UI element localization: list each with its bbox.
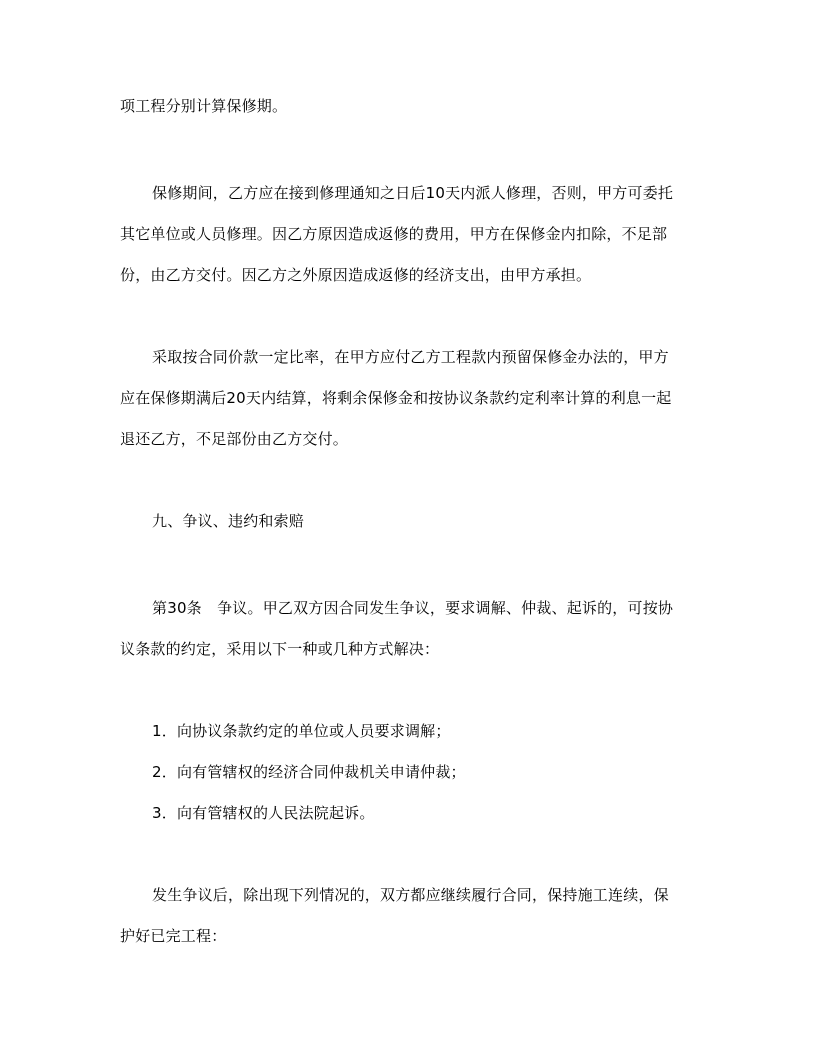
list-item: 3．向有管辖权的人民法院起诉。 bbox=[152, 804, 375, 822]
paragraph-line: 份，由乙方交付。因乙方之外原因造成返修的经济支出，由甲方承担。 bbox=[120, 266, 592, 284]
paragraph-line: 项工程分别计算保修期。 bbox=[120, 97, 288, 115]
paragraph-line: 护好已完工程： bbox=[120, 927, 227, 945]
paragraph-line: 发生争议后，除出现下列情况的，双方都应继续履行合同，保持施工连续，保 bbox=[152, 886, 669, 904]
paragraph-line: 保修期间，乙方应在接到修理通知之日后10天内派人修理，否则，甲方可委托 bbox=[152, 184, 674, 202]
paragraph-line: 议条款的约定，采用以下一种或几种方式解决： bbox=[120, 640, 440, 658]
paragraph-line: 应在保修期满后20天内结算，将剩余保修金和按协议条款约定利率计算的利息一起 bbox=[120, 389, 672, 407]
section-heading: 九、争议、违约和索赔 bbox=[152, 512, 305, 530]
list-item: 2．向有管辖权的经济合同仲裁机关申请仲裁； bbox=[152, 763, 466, 781]
paragraph-line: 采取按合同价款一定比率，在甲方应付乙方工程款内预留保修金办法的，甲方 bbox=[152, 348, 669, 366]
paragraph-line: 退还乙方，不足部份由乙方交付。 bbox=[120, 430, 349, 448]
paragraph-line: 第30条 争议。甲乙双方因合同发生争议，要求调解、仲裁、起诉的，可按协 bbox=[152, 599, 674, 617]
list-item: 1．向协议条款约定的单位或人员要求调解； bbox=[152, 722, 451, 740]
paragraph-line: 其它单位或人员修理。因乙方原因造成返修的费用，甲方在保修金内扣除，不足部 bbox=[120, 225, 668, 243]
